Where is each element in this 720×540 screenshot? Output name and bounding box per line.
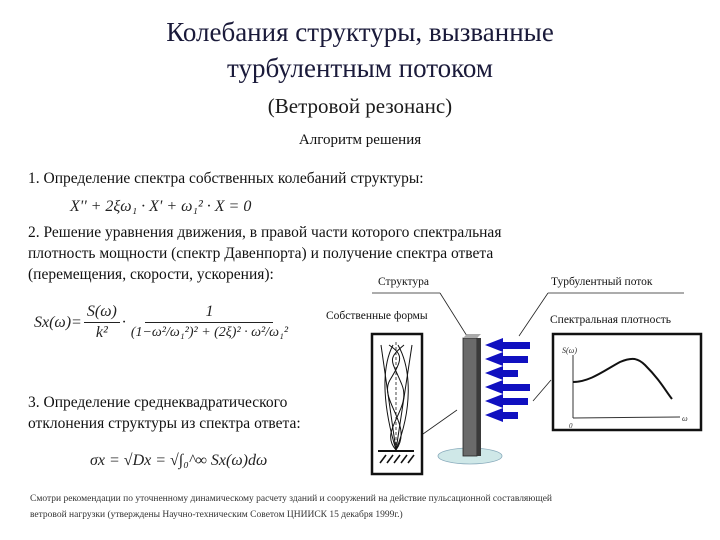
- step-1-label: 1. Определение спектра собственных колебаний структуры:: [28, 170, 424, 187]
- fraction-2-numerator: 1: [145, 302, 273, 323]
- formula-lhs: Sx(ω)=: [34, 313, 82, 331]
- algorithm-heading: Алгоритм решения: [298, 132, 422, 148]
- label-turbulent-flow: Турбулентный поток: [551, 276, 653, 288]
- step-2-line-1: 2. Решение уравнения движения, в правой части которого спектральная: [28, 224, 502, 241]
- step-3-line-1: 3. Определение среднеквадратического: [28, 394, 288, 411]
- chart-x-label: ω: [682, 414, 688, 423]
- label-structure: Структура: [378, 276, 429, 288]
- fraction-2-denominator: (1−ω²/ω₁²)² + (2ξ)² · ω²/ω₁²: [130, 325, 289, 340]
- fraction-1-numerator: S(ω): [84, 302, 120, 323]
- footer-line-1: Смотри рекомендации по уточненному динамическому расчету зданий и сооружений на действие пульсационной составляющей: [30, 494, 553, 504]
- fraction-1-denominator: k²: [95, 324, 108, 341]
- step-3-line-2: отклонения структуры из спектра ответа:: [28, 415, 301, 432]
- spectrum-leader-line: [533, 380, 551, 401]
- title-line-2: турбулентным потоком: [227, 53, 493, 83]
- title-line-1: Колебания структуры, вызванные: [166, 17, 554, 47]
- multiply-dot: ·: [121, 313, 126, 331]
- footer-line-2: ветровой нагрузки (утверждены Научно-техническим Советом ЦНИИСК 15 декабря 1999г.): [30, 510, 403, 520]
- step-1-formula: X'' + 2ξω₁ · X' + ω₁² · X = 0: [70, 198, 252, 215]
- label-mode-shapes: Собственные формы: [326, 310, 428, 322]
- modes-leader-line: [423, 410, 457, 434]
- step-2-line-2: плотность мощности (спектр Давенпорта) и получение спектра ответа: [28, 245, 494, 262]
- chart-origin-label: 0: [569, 422, 573, 430]
- label-spectral-density: Спектральная плотность: [550, 314, 671, 326]
- step-3-formula: σx = √Dx = √∫₀^∞ Sx(ω)dω: [90, 452, 268, 469]
- chart-y-label: S(ω): [562, 346, 577, 355]
- structure-leader-line: [440, 293, 467, 336]
- subtitle: (Ветровой резонанс): [267, 94, 453, 118]
- flow-leader-line: [519, 293, 548, 336]
- mode-shapes-box: [372, 334, 422, 474]
- wind-arrows: [485, 338, 530, 422]
- step-2-line-3: (перемещения, скорости, ускорения):: [28, 266, 274, 283]
